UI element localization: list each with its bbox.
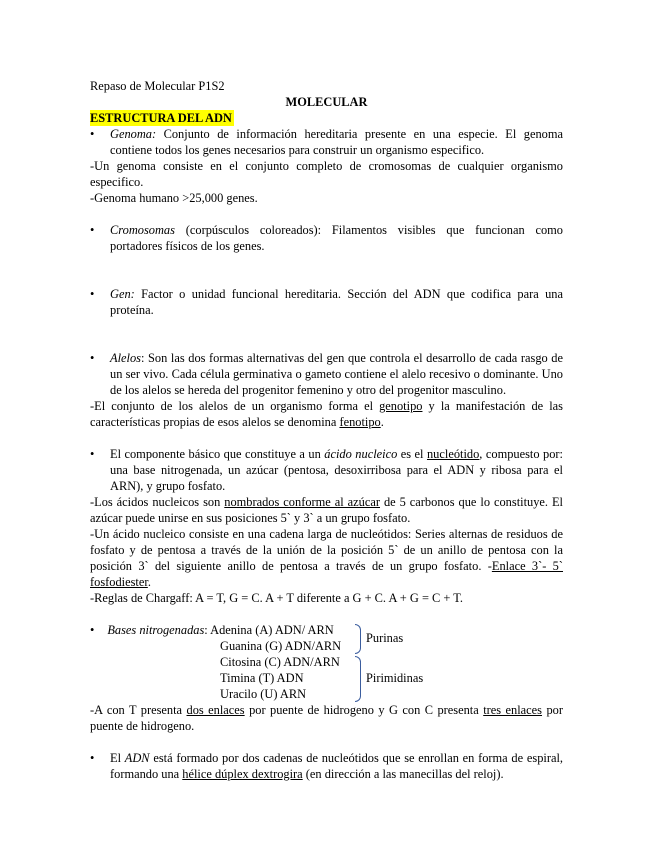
term-tres-enlaces: tres enlaces [483, 703, 543, 717]
bullet-icon: • [90, 223, 95, 237]
bullet-componente: • El componente básico que constituye a un ácido nucleico es el nucleótido, compuesto por: una base nitrogenada, un azúcar (pentosa, desoxirribosa para el ADN y ribosa para el ARN), y grupo fosfato. [90, 447, 563, 493]
base-uracilo: Uracilo (U) ARN [220, 687, 307, 701]
componente-line-3: -Un ácido nucleico consiste en una cadena larga de nucleótidos: Series alternas de residuos de fosfato y de pentosa a través de la unión de la posición 5` de un anillo de pentosa con la posición 3` del siguiente anillo de pentosa a través de un grupo fosfato. -Enlace 3`- 5` fosfodiester. [90, 527, 563, 589]
genoma-line-2: -Un genoma consiste en el conjunto completo de cromosomas de cualquier organismo especifico. [90, 159, 563, 189]
term-enlace-fosfodiester: Enlace 3`- 5` fosfodiester [90, 559, 563, 589]
term-genoma: Genoma: [110, 127, 157, 141]
highlighted-heading: ESTRUCTURA DEL ADN [90, 111, 232, 125]
term-nucleotido: nucleótido [426, 447, 480, 461]
alelos-line-2: -El conjunto de los alelos de un organismo forma el genotipo y la manifestación de las características propias de esos alelos se denomina fenotipo. [90, 399, 563, 429]
bullet-icon: • [90, 351, 95, 365]
bullet-cromosomas: • Cromosomas (corpúsculos coloreados): Filamentos visibles que funcionan como portadores físicos de los genes. [90, 223, 563, 253]
term-nombrados: nombrados conforme al azúcar [224, 495, 380, 509]
purinas-bracket [355, 624, 361, 654]
bullet-alelos: • Alelos: Son las dos formas alternativas del gen que controla el desarrollo de cada rasgo de un ser vivo. Cada célula germinativa o gameto contiene el alelo recesivo o dominante. Uno de los alelos se hereda del progenitor femenino y otro del progenitor masculino. [90, 351, 563, 397]
term-acido-nucleico: ácido nucleico [324, 447, 398, 461]
chargaff-rules: -Reglas de Chargaff: A = T, G = C. A + T diferente a G + C. A + G = C + T. [90, 591, 463, 605]
bullet-adn: • El ADN está formado por dos cadenas de nucleótidos que se enrollan en forma de espiral, formando una hélice dúplex dextrogira (en dirección a las manecillas del reloj). [90, 751, 563, 781]
bullet-genoma: • Genoma: Conjunto de información hereditaria presente en una especie. El genoma contiene todos los genes necesarios para construir un organismo especifico. [90, 127, 563, 157]
label-purinas: Purinas [366, 631, 404, 645]
bases-enlaces-line: -A con T presenta dos enlaces por puente de hidrogeno y G con C presenta tres enlaces por puente de hidrogeno. [90, 703, 563, 733]
term-fenotipo: fenotipo [339, 415, 381, 429]
term-alelos: Alelos [110, 351, 141, 365]
base-citosina: Citosina (C) ADN/ARN [220, 655, 340, 669]
term-cromosomas: Cromosomas [110, 223, 175, 237]
term-bases: Bases nitrogenadas [107, 623, 205, 637]
bullet-bases: • Bases nitrogenadas: Adenina (A) ADN/ ARN [90, 623, 334, 637]
bullet-gen: • Gen: Factor o unidad funcional hereditaria. Sección del ADN que codifica para una proteína. [90, 287, 563, 317]
pirimidinas-bracket [355, 656, 361, 702]
page-title: MOLECULAR [285, 95, 368, 109]
term-dos-enlaces: dos enlaces [186, 703, 245, 717]
componente-line-2: -Los ácidos nucleicos son nombrados conforme al azúcar de 5 carbonos que lo constituye. El azúcar puede unirse en sus posiciones 5` y 3` a un grupo fosfato. [90, 495, 564, 525]
term-helice: hélice dúplex dextrogira [182, 767, 303, 781]
base-timina: Timina (T) ADN [220, 671, 304, 685]
bullet-icon: • [90, 447, 95, 461]
document-page [90, 78, 563, 782]
bullet-icon: • [90, 287, 95, 301]
base-adenina: Adenina (A) ADN/ ARN [210, 623, 334, 637]
genoma-line-3: -Genoma humano >25,000 genes. [90, 191, 258, 205]
term-adn: ADN [124, 751, 150, 765]
bases-nitrogenadas-block [90, 622, 563, 702]
label-pirimidinas: Pirimidinas [366, 671, 424, 685]
section-heading [90, 110, 563, 126]
term-genotipo: genotipo [379, 399, 423, 413]
document-header: Repaso de Molecular P1S2 [90, 79, 225, 93]
bullet-icon: • [90, 623, 95, 637]
bullet-icon: • [90, 751, 95, 765]
term-gen: Gen: [110, 287, 135, 301]
base-guanina: Guanina (G) ADN/ARN [220, 639, 342, 653]
bullet-icon: • [90, 127, 95, 141]
